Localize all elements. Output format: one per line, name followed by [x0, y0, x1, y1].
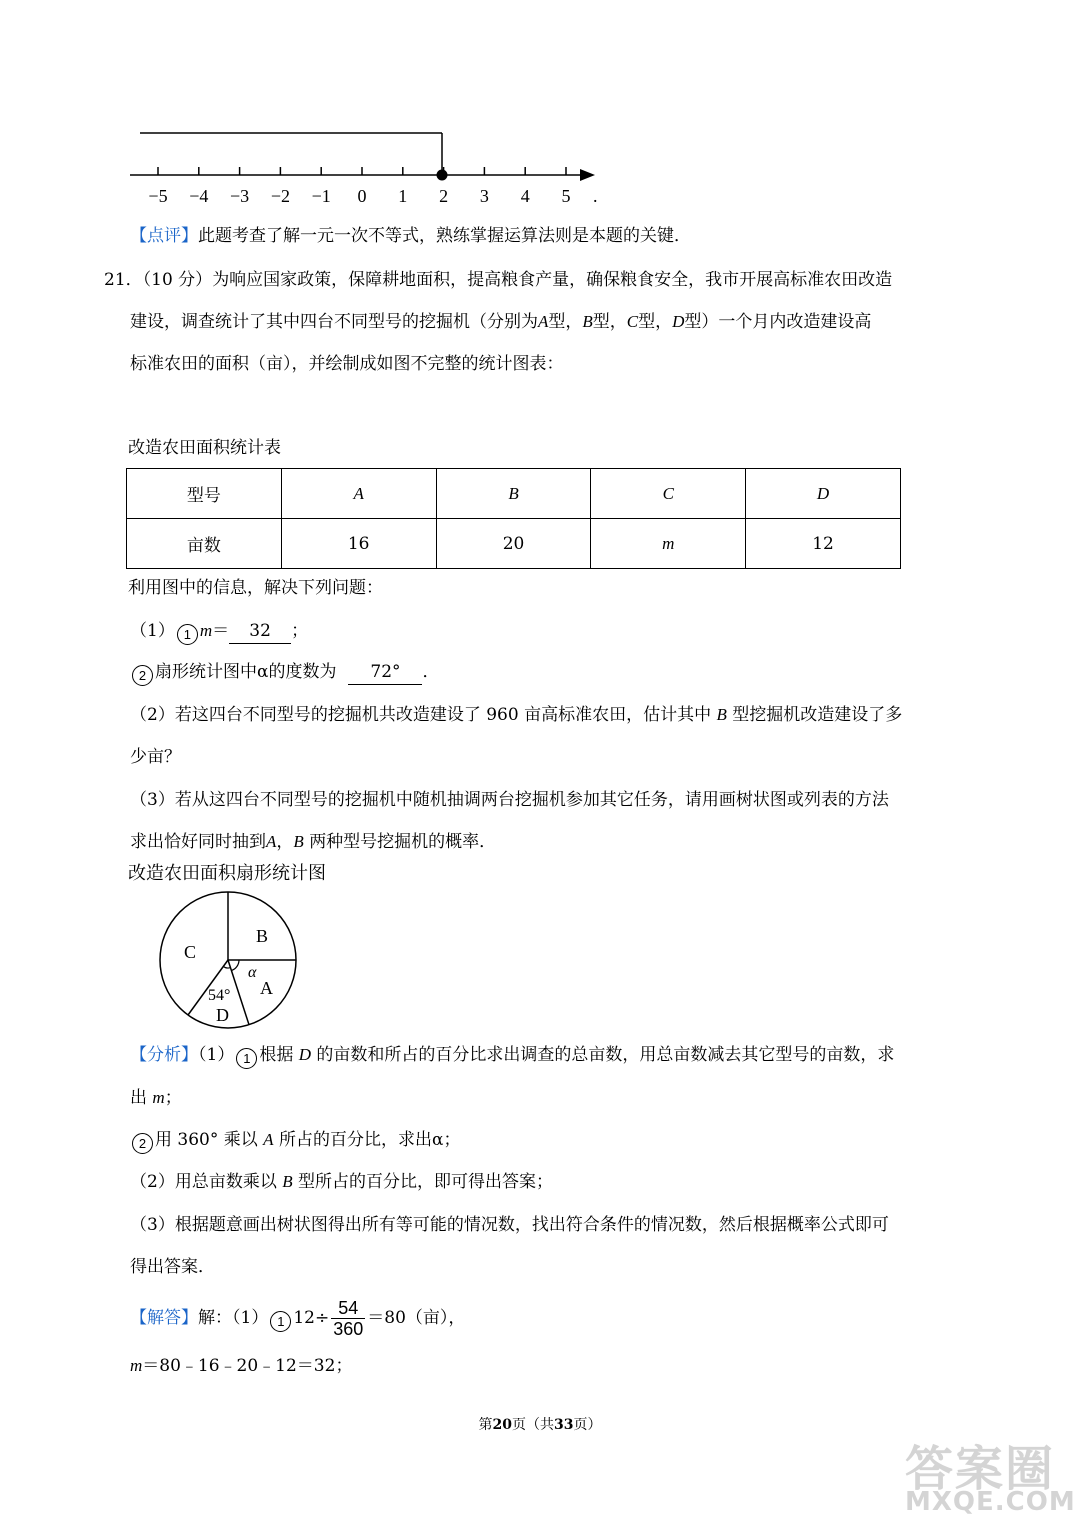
watermark-site: MXQE.COM [905, 1487, 1076, 1517]
analysis-p2a: 用 360° 乘以 [155, 1130, 258, 1150]
number-line-end-mark: . [593, 186, 598, 206]
comment-line [130, 224, 691, 248]
analysis-p3b: 型所占的百分比，即可得出答案； [298, 1172, 554, 1192]
problem-number: 21． [104, 270, 143, 290]
table-title: 改造农田面积统计表 [128, 438, 281, 458]
analysis-line-3 [130, 1128, 460, 1154]
solution-var-m: m [130, 1356, 143, 1375]
var-d: D [672, 312, 685, 331]
problem-text-2e: 型）一个月内改造建设高 [684, 312, 872, 332]
comment-text: 此题考查了解一元一次不等式，熟练掌握运算法则是本题的关键． [198, 226, 691, 246]
analysis-line-4 [130, 1170, 553, 1194]
analysis-var-b: B [282, 1172, 293, 1191]
table-row-label: 亩数 [127, 519, 282, 569]
pie-chart-title: 改造农田面积扇形统计图 [128, 863, 326, 884]
analysis-var-d: D [298, 1045, 312, 1064]
question-3-cont [130, 830, 496, 854]
footer-a: 第 [478, 1417, 493, 1433]
q1-prefix: （1） [130, 621, 175, 641]
number-line-tick-label: −4 [189, 186, 209, 206]
solid-point [437, 170, 448, 181]
problem-line-2 [130, 310, 871, 334]
pie-d-angle-label: 54° [208, 987, 231, 1004]
solution-line-2 [130, 1354, 352, 1378]
analysis-p1c: 的亩数和所占的百分比求出调查的总亩数，用总亩数减去其它型号的亩数，求 [316, 1045, 895, 1065]
q3-text-b: 两种型号挖掘机的概率． [309, 832, 497, 852]
fraction-numerator: 54 [331, 1298, 365, 1319]
circled-number: 1 [270, 1311, 291, 1332]
problem-text-2c: 型， [592, 312, 627, 332]
solution-tag: 【解答】 [130, 1308, 198, 1328]
analysis-line-5: （3）根据题意画出树状图得出所有等可能的情况数，找出符合条件的情况数，然后根据概率公式即可 [130, 1215, 889, 1235]
number-line-tick-label: 0 [357, 186, 367, 206]
q1-end: ； [291, 621, 309, 641]
fraction-denominator: 360 [333, 1319, 364, 1339]
analysis-p1e: ； [164, 1088, 182, 1108]
number-line-tick-label: −2 [270, 186, 290, 206]
problem-score: （10 分） [142, 270, 213, 290]
table-row [127, 469, 901, 519]
number-line-tick-label: 3 [479, 186, 489, 206]
question-2 [130, 703, 902, 727]
table-header-label: 型号 [127, 469, 282, 519]
solution-expr-start: 12÷ [293, 1308, 330, 1328]
solution-line2-text: ＝80﹣16﹣20﹣12＝32； [142, 1356, 353, 1376]
q2-text-b: 型挖掘机改造建设了多 [732, 705, 903, 725]
q1-var: m [199, 621, 213, 640]
question-1 [130, 619, 308, 645]
footer-c: 页） [573, 1417, 602, 1433]
footer-b: 页（共 [512, 1417, 554, 1433]
problem-text-1: 为响应国家政策，保障耕地面积，提高粮食产量，确保粮食安全，我市开展高标准农田改造 [212, 270, 893, 290]
table-value-cell: 20 [436, 519, 591, 569]
analysis-line-1 [130, 1043, 894, 1069]
analysis-p1d: 出 [130, 1088, 147, 1108]
questions-intro: 利用图中的信息，解决下列问题： [128, 578, 383, 598]
q3-sep: ， [276, 832, 294, 852]
table-value-cell: 16 [281, 519, 436, 569]
pie-slice-boundary [228, 960, 249, 1025]
circled-number: 2 [132, 1133, 153, 1154]
var-c: C [626, 312, 639, 331]
solution-a: 解：（1） [198, 1308, 269, 1328]
q1b-answer: 72° [348, 660, 422, 685]
q3-var-b: B [293, 832, 304, 851]
stats-table [126, 468, 901, 569]
watermark-logo: 答案圈 [905, 1441, 1056, 1497]
table-value-cell: 12 [746, 519, 901, 569]
q2-var: B [716, 705, 727, 724]
table-type-cell: A [281, 469, 436, 519]
pie-label-c: C [184, 942, 197, 962]
alpha-angle-arc [231, 960, 239, 971]
number-line-tick-label: −5 [148, 186, 168, 206]
table-type-cell: D [746, 469, 901, 519]
analysis-var-m: m [152, 1088, 165, 1107]
var-b: B [582, 312, 593, 331]
analysis-p3a: （2）用总亩数乘以 [130, 1172, 277, 1192]
analysis-p1a: （1） [198, 1045, 235, 1065]
solution-line-1 [130, 1294, 465, 1342]
q3-var-a: A [266, 832, 277, 851]
q1-answer: 32 [229, 619, 291, 644]
number-line-tick-label: 1 [398, 186, 408, 206]
number-line-labels [120, 186, 610, 210]
table-type-cell: B [436, 469, 591, 519]
footer-total: 33 [554, 1417, 574, 1433]
question-2-cont: 少亩？ [130, 747, 181, 767]
circled-number: 1 [236, 1048, 257, 1069]
number-line-tick-label: −3 [230, 186, 250, 206]
problem-text-2b: 型， [548, 312, 583, 332]
analysis-line-2 [130, 1086, 182, 1110]
analysis-line-6: 得出答案． [130, 1257, 215, 1277]
circled-number: 1 [177, 624, 198, 645]
q1-eq: ＝ [212, 621, 230, 641]
circled-number: 2 [132, 665, 153, 686]
q1b-end: ． [422, 662, 440, 682]
question-3: （3）若从这四台不同型号的挖掘机中随机抽调两台挖掘机参加其它任务，请用画树状图或列表的方法 [130, 790, 889, 810]
q1b-text: 扇形统计图中α的度数为 [155, 662, 337, 682]
pie-chart [150, 885, 310, 1035]
var-a: A [538, 312, 549, 331]
problem-line-1 [104, 268, 892, 292]
q2-text-a: （2）若这四台不同型号的挖掘机共改造建设了 960 亩高标准农田，估计其中 [130, 705, 712, 725]
question-1b [130, 660, 439, 686]
analysis-tag: 【分析】 [130, 1045, 198, 1065]
pie-alpha-label: α [248, 964, 257, 981]
analysis-p1b: 根据 [259, 1045, 294, 1065]
table-type-cell: C [591, 469, 746, 519]
number-line-tick-label: −1 [311, 186, 331, 206]
number-line-tick-label: 4 [520, 186, 530, 206]
number-line-tick-label: 2 [439, 186, 449, 206]
table-value-cell: m [591, 519, 746, 569]
problem-text-2a: 建设，调查统计了其中四台不同型号的挖掘机（分别为 [130, 312, 538, 332]
pie-label-d: D [216, 1005, 229, 1025]
footer-page: 20 [492, 1417, 512, 1433]
fraction [331, 1298, 365, 1339]
table-row [127, 519, 901, 569]
q3-text-a: 求出恰好同时抽到 [130, 832, 266, 852]
analysis-var-a: A [263, 1130, 274, 1149]
problem-line-3 [130, 352, 564, 376]
problem-text-3: 标准农田的面积（亩），并绘制成如图不完整的统计图表： [130, 354, 564, 374]
pie-label-b: B [256, 926, 269, 946]
solution-expr-end: ＝80（亩）， [367, 1308, 466, 1328]
problem-text-2d: 型， [638, 312, 673, 332]
comment-tag: 【点评】 [130, 226, 198, 246]
pie-label-a: A [260, 978, 273, 998]
analysis-p2b: 所占的百分比，求出α； [278, 1130, 461, 1150]
number-line-tick-label: 5 [561, 186, 571, 206]
